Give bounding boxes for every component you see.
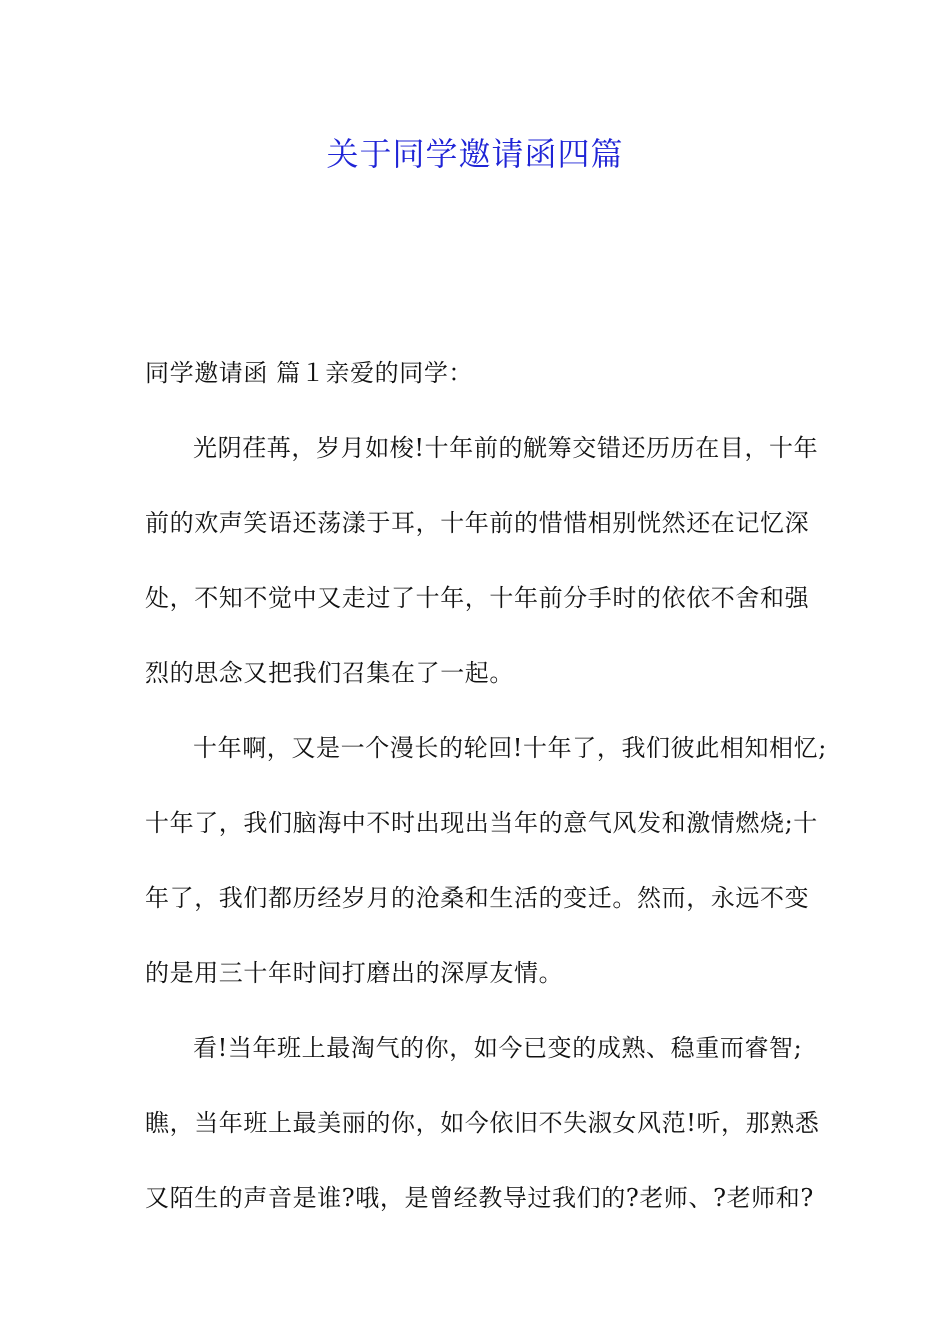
body-line: 前的欢声笑语还荡漾于耳，十年前的惜惜相别恍然还在记忆深 (145, 509, 810, 537)
body-line-heading: 同学邀请函 篇１亲爱的同学： (145, 359, 474, 387)
body-line: 瞧，当年班上最美丽的你，如今依旧不失淑女风范!听，那熟悉 (145, 1109, 820, 1137)
body-line: 烈的思念又把我们召集在了一起。 (145, 659, 514, 687)
document-title: 关于同学邀请函四篇 (326, 135, 624, 173)
body-line: 十年了，我们脑海中不时出现出当年的意气风发和激情燃烧;十 (145, 809, 818, 837)
body-line: 又陌生的声音是谁?哦，是曾经教导过我们的?老师、?老师和? (145, 1184, 814, 1212)
body-line: 十年啊，又是一个漫长的轮回!十年了，我们彼此相知相忆; (193, 734, 827, 762)
body-line: 的是用三十年时间打磨出的深厚友情。 (145, 959, 564, 987)
body-line: 处，不知不觉中又走过了十年，十年前分手时的依依不舍和强 (145, 584, 810, 612)
document-body (145, 336, 827, 1236)
body-line: 看!当年班上最淘气的你，如今已变的成熟、稳重而睿智; (193, 1034, 803, 1062)
body-line: 光阴荏苒，岁月如梭!十年前的觥筹交错还历历在目，十年 (193, 434, 819, 462)
body-line: 年了，我们都历经岁月的沧桑和生活的变迁。然而，永远不变 (145, 884, 810, 912)
